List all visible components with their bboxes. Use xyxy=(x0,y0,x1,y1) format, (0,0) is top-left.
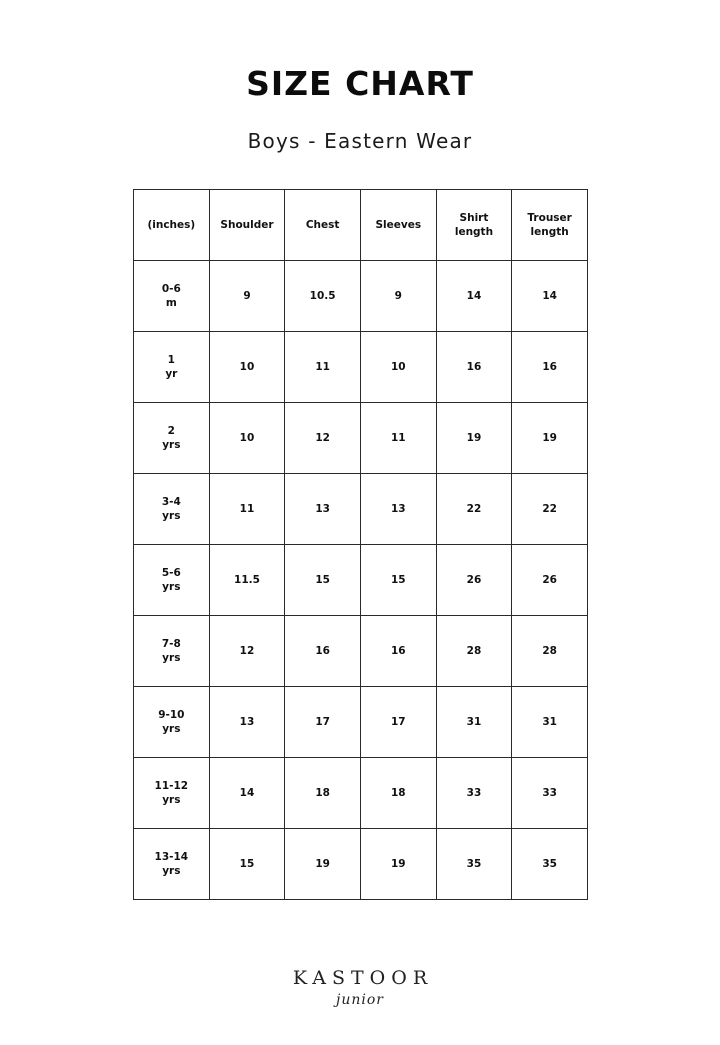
table-cell xyxy=(436,687,512,758)
table-cell xyxy=(512,758,588,829)
table-cell xyxy=(512,474,588,545)
cell-value: 22 xyxy=(542,503,557,515)
size-label: 2 yrs xyxy=(162,425,181,451)
table-cell xyxy=(436,474,512,545)
cell-value: 11 xyxy=(390,432,406,444)
size-label: 13-14 yrs xyxy=(154,851,189,877)
cell-value: 13 xyxy=(315,503,330,515)
size-chart-table xyxy=(133,189,588,900)
cell-value: 28 xyxy=(542,645,557,657)
table-row xyxy=(134,616,588,687)
table-cell xyxy=(209,545,285,616)
cell-value: 17 xyxy=(390,716,406,728)
header-label: Chest xyxy=(305,219,340,231)
cell-value: 31 xyxy=(542,716,557,728)
size-label: 7-8 yrs xyxy=(161,638,181,664)
table-header-row xyxy=(134,190,588,261)
table-cell xyxy=(436,758,512,829)
table-cell xyxy=(209,829,285,900)
table-cell xyxy=(285,829,361,900)
header-cell xyxy=(134,190,210,261)
table-cell xyxy=(360,616,436,687)
cell-value: 16 xyxy=(466,361,482,373)
cell-value: 26 xyxy=(542,574,557,586)
brand-logo-name: KASTOOR xyxy=(292,967,434,989)
cell-value: 10 xyxy=(239,361,255,373)
table-cell xyxy=(285,261,361,332)
table-cell xyxy=(209,687,285,758)
table-cell xyxy=(360,261,436,332)
table-cell xyxy=(360,332,436,403)
cell-value: 12 xyxy=(315,432,330,444)
cell-value: 14 xyxy=(239,787,255,799)
table-cell xyxy=(285,687,361,758)
table-cell xyxy=(134,616,210,687)
table-cell xyxy=(360,474,436,545)
cell-value: 16 xyxy=(390,645,406,657)
cell-value: 19 xyxy=(542,432,557,444)
size-label: 1 yr xyxy=(165,354,178,380)
table-cell xyxy=(209,616,285,687)
header-cell xyxy=(360,190,436,261)
header-label: Trouser length xyxy=(527,212,572,238)
cell-value: 35 xyxy=(542,858,557,870)
table-cell xyxy=(360,687,436,758)
table-cell xyxy=(134,545,210,616)
header-cell xyxy=(512,190,588,261)
cell-value: 14 xyxy=(542,290,557,302)
header-label: (inches) xyxy=(147,219,196,231)
table-row xyxy=(134,474,588,545)
cell-value: 18 xyxy=(390,787,406,799)
header-cell xyxy=(285,190,361,261)
cell-value: 10 xyxy=(390,361,406,373)
table-row xyxy=(134,758,588,829)
table-cell xyxy=(436,261,512,332)
cell-value: 17 xyxy=(315,716,330,728)
cell-value: 10.5 xyxy=(309,290,336,302)
cell-value: 18 xyxy=(315,787,330,799)
table-row xyxy=(134,332,588,403)
header-label: Shoulder xyxy=(220,219,274,231)
table-row xyxy=(134,545,588,616)
header-cell xyxy=(209,190,285,261)
cell-value: 35 xyxy=(466,858,482,870)
size-label: 5-6 yrs xyxy=(161,567,181,593)
cell-value: 14 xyxy=(466,290,482,302)
cell-value: 33 xyxy=(542,787,557,799)
table-cell xyxy=(209,403,285,474)
cell-value: 11 xyxy=(315,361,330,373)
table-row xyxy=(134,403,588,474)
table-cell xyxy=(134,332,210,403)
size-label: 3-4 yrs xyxy=(161,496,181,522)
table-cell xyxy=(209,332,285,403)
cell-value: 31 xyxy=(466,716,482,728)
cell-value: 11 xyxy=(239,503,255,515)
table-cell xyxy=(285,545,361,616)
table-cell xyxy=(512,687,588,758)
cell-value: 12 xyxy=(239,645,255,657)
table-cell xyxy=(209,474,285,545)
cell-value: 22 xyxy=(466,503,482,515)
table-cell xyxy=(360,403,436,474)
cell-value: 33 xyxy=(466,787,482,799)
table-cell xyxy=(436,616,512,687)
cell-value: 16 xyxy=(542,361,557,373)
cell-value: 13 xyxy=(239,716,255,728)
table-cell xyxy=(436,829,512,900)
table-cell xyxy=(436,332,512,403)
table-cell xyxy=(512,829,588,900)
table-row xyxy=(134,687,588,758)
table-cell xyxy=(285,403,361,474)
cell-value: 19 xyxy=(466,432,482,444)
table-cell xyxy=(209,758,285,829)
cell-value: 9 xyxy=(394,290,402,302)
cell-value: 26 xyxy=(466,574,482,586)
table-cell xyxy=(134,687,210,758)
header-label: Sleeves xyxy=(375,219,422,231)
cell-value: 10 xyxy=(239,432,255,444)
table-cell xyxy=(285,758,361,829)
table-cell xyxy=(360,758,436,829)
cell-value: 16 xyxy=(315,645,330,657)
table-cell xyxy=(285,474,361,545)
table-cell xyxy=(360,829,436,900)
table-cell xyxy=(512,403,588,474)
table-cell xyxy=(209,261,285,332)
brand-logo-sub: junior xyxy=(336,992,384,1008)
header-label: Shirt length xyxy=(454,212,494,238)
cell-value: 13 xyxy=(390,503,406,515)
cell-value: 19 xyxy=(390,858,406,870)
table-cell xyxy=(512,545,588,616)
cell-value: 9 xyxy=(243,290,251,302)
table-row xyxy=(134,829,588,900)
table-cell xyxy=(512,616,588,687)
table-row xyxy=(134,261,588,332)
table-cell xyxy=(436,545,512,616)
table-cell xyxy=(134,403,210,474)
cell-value: 15 xyxy=(390,574,406,586)
cell-value: 19 xyxy=(315,858,330,870)
cell-value: 28 xyxy=(466,645,482,657)
page-subtitle: Boys - Eastern Wear xyxy=(247,129,473,153)
page-title: SIZE CHART xyxy=(246,64,474,103)
table-cell xyxy=(134,758,210,829)
table-cell xyxy=(436,403,512,474)
table-cell xyxy=(512,261,588,332)
size-label: 0-6 m xyxy=(161,283,181,309)
cell-value: 15 xyxy=(315,574,330,586)
table-cell xyxy=(134,474,210,545)
cell-value: 15 xyxy=(239,858,255,870)
table-cell xyxy=(285,332,361,403)
table-cell xyxy=(360,545,436,616)
table-cell xyxy=(134,829,210,900)
size-label: 11-12 yrs xyxy=(154,780,189,806)
size-label: 9-10 yrs xyxy=(158,709,185,735)
table-cell xyxy=(134,261,210,332)
header-cell xyxy=(436,190,512,261)
table-cell xyxy=(512,332,588,403)
table-cell xyxy=(285,616,361,687)
cell-value: 11.5 xyxy=(234,574,260,586)
